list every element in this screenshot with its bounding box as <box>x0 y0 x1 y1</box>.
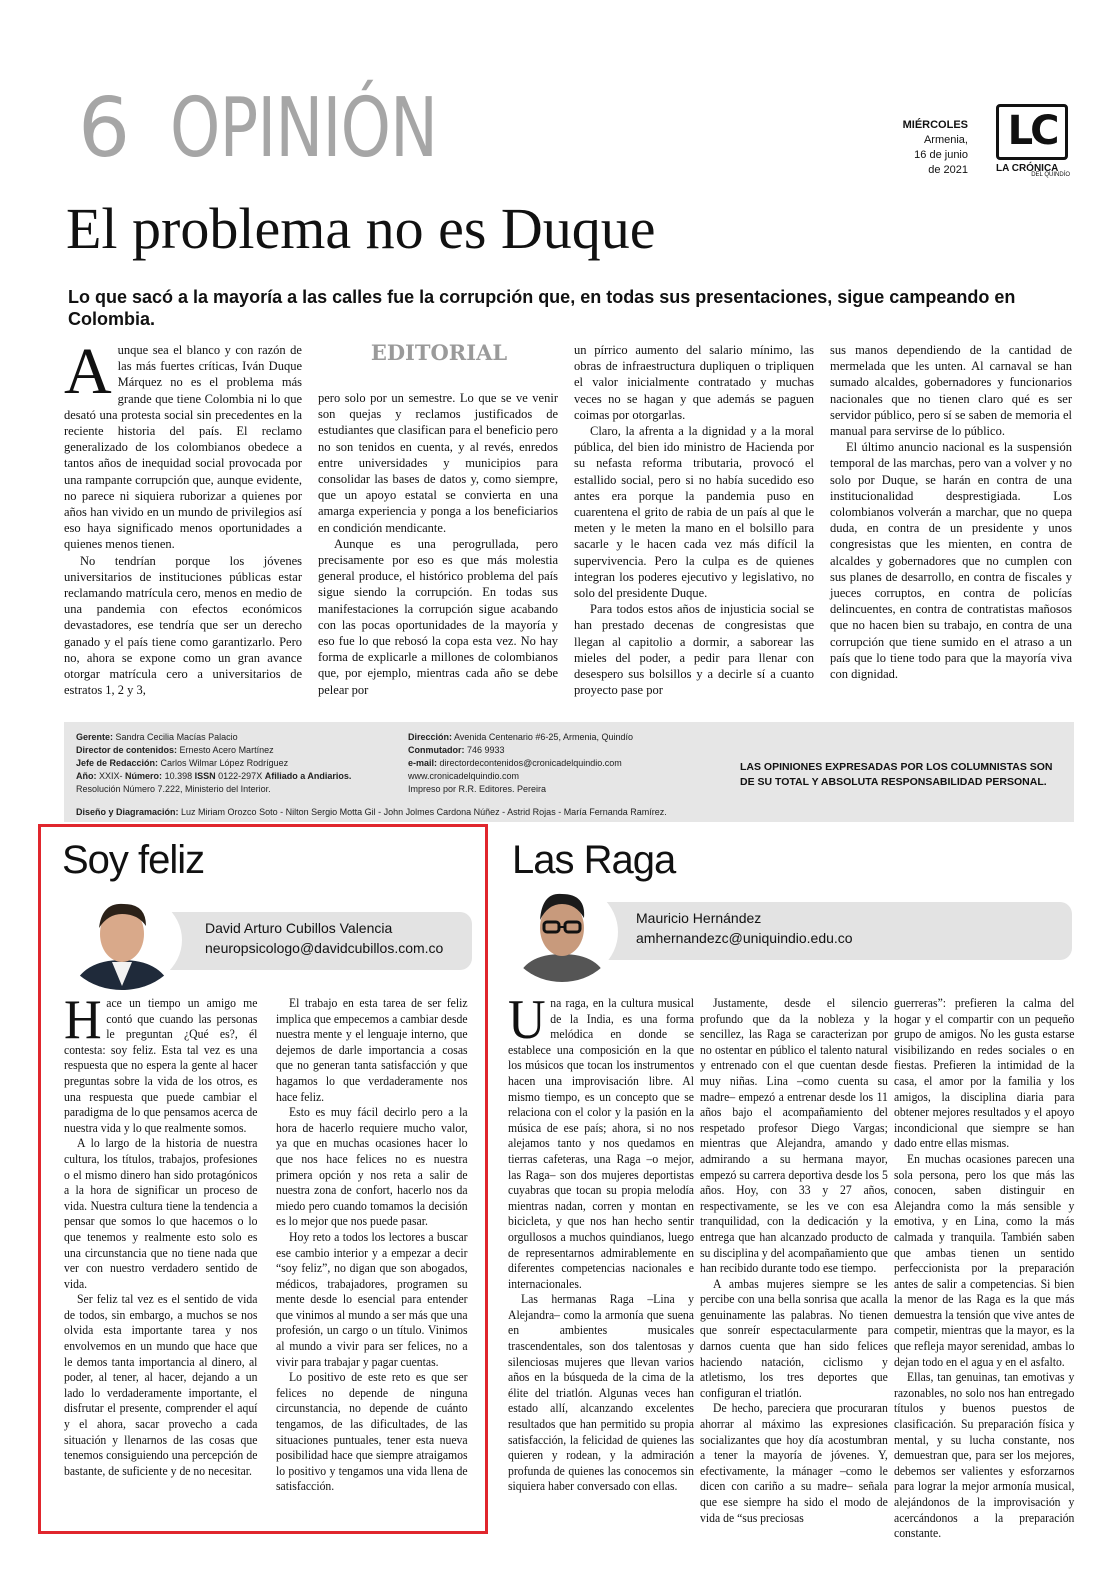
column-paragraph: De hecho, pareciera que procuraran ahorrar al máximo las expresiones socializantes que hoy día acostumbran a tener la mayoría de jóvenes. Y, efectivamente, la mánager –como le dicen con cariño a su madre– señala que ese siempre ha sido el modo de vida de “sus preciosas <box>700 1401 888 1525</box>
editorial-paragraph: unque sea el blanco y con razón de las más fuertes críticas, Iván Duque Márquez no es el problema más grande que tiene Colombia ni lo que desató una protesta social sin precedentes en la reciente historia del país. El reclamo generalizado de los colombianos obedece a tantos años de inequidad social provocada por una rampante corrupción que, aunque evidente, no parece ni siquiera ruborizar a quienes por años han vivido en un mundo de privilegios así eso haya significado menos oportunidades a quienes menos tienen. <box>64 343 302 552</box>
editorial-paragraph: El último anuncio nacional es la suspensión temporal de las marchas, pero van a volver y no solo por Duque, se harán en contra de una institucionalidad desprestigiada. Los colombianos volverán a marchar, que no quepa duda, en contra de un presidente y unos congresistas que les mienten, en contra de alcaldes y gobernadores que no cumplen con sus planes de desarrollo, en contra de fiscales y jueces corruptos, en contra de policías delincuentes, en contra de contratistas mañosos que no hacen bien su trabajo, en contra de una corrupción que tiene sumido en el atraso a un país que lo tiene todo para que la mayoría viva con dignidad. <box>830 440 1072 682</box>
editorial-paragraph: No tendrían porque los jóvenes universitarios de instituciones públicas estar reclamando matrícula cero, menos en medio de una pandemia con efectos económicos devastadores, ese tendría que ser un derecho ganado y el país tiene como garantizarlo. Pero no, ahora se expone como un gran avance otorgar matrícula cero a universitarios de estratos 1, 2 y 3, <box>64 553 302 698</box>
author-photo-image <box>62 890 182 990</box>
credits-design <box>76 806 776 819</box>
author-name: Mauricio Hernández <box>636 910 762 926</box>
column-text-2 <box>700 996 888 1526</box>
credits-label: Conmutador: <box>408 745 465 755</box>
credits-label: Jefe de Redacción: <box>76 758 159 768</box>
column-paragraph: guerreras”: prefieren la calma del hogar y el compartir con un pequeño grupo de amigos. No les gusta estarse visibilizando en redes sociales o en fiestas. Prefieren la intimidad de la casa, el amor por la familia y los amigos, la disciplina diaria para obtener mejores resultados y el apoyo incondicional que siempre se han dado entre ellas mismas. <box>894 996 1075 1151</box>
credits-label: Dirección: <box>408 732 453 742</box>
logo-subtitle: DEL QUINDÍO <box>1031 172 1070 178</box>
credits-resolution: Resolución Número 7.222, Ministerio del Interior. <box>76 784 271 794</box>
credits-website[interactable]: www.cronicadelquindio.com <box>408 771 520 781</box>
editorial-column-2 <box>318 390 558 698</box>
editorial-column-3 <box>574 342 814 698</box>
section-name: OPINIÓN <box>170 81 438 176</box>
author-name: David Arturo Cubillos Valencia <box>205 920 393 936</box>
author-photo <box>62 890 182 990</box>
editorial-dropcap: A <box>64 335 112 408</box>
column-paragraph: Lo positivo de este reto es que ser felices no depende de ninguna circunstancia, no depende de cuánto tengamos, de las dificultades, de las situaciones puntuales, tener esta nueva posibilidad hace que siempre atraigamos lo positivo y tengamos una vida llena de satisfacción. <box>276 1370 468 1494</box>
column-text-1 <box>508 989 694 1495</box>
dateline-city: Armenia, <box>923 134 968 146</box>
credits-label: e-mail: <box>408 758 438 768</box>
editorial-paragraph: Aunque es una perogrullada, pero precisamente por eso es que más molestia general produce, el histórico problema del país sigue siendo la corrupción. En todas sus manifestaciones la corrupción sigue acabando con las pocas oportunidades de la mayoría y eso fue lo que rebosó la copa esta vez. No hay forma de explicarle a millones de colombianos que, por ejemplo, mientras cada año se debe pelear por <box>318 536 558 697</box>
column-paragraph: Ser feliz tal vez es el sentido de vida de todos, sin embargo, a muchos se nos olvida esta importante tarea y nos envolvemos en un mundo que hace que le demos tanta importancia al dinero, al poder, al tener, al hacer, dejando a un lado lo verdaderamente importante, el disfrutar el presente, comprender el aquí y el ahora, sacar provecho a cada situación y llenarnos de las cosas que tenemos consiguiendo una percepción de bastante, de suficiente y de no necesitar. <box>64 1292 258 1478</box>
column-paragraph: ace un tiempo un amigo me contó que cuando las personas le preguntan ¿Qué es?, él contesta: soy feliz. Esta tal vez es una respuesta que no espera la gente al hacer preguntas sobre la vida de los otros, es una respuesta que puede cambiar el paradigma de lo que pensamos acerca de nuestra vida y lo que realmente somos. <box>64 996 258 1135</box>
column-paragraph: Ellas, tan genuinas, tan emotivas y razonables, no solo nos han entregado títulos y buenos puestos de clasificación. Su preparación física y mental, y su lucha constante, nos demuestran que, para ser los mejores, debemos ser valientes y esforzarnos para lograr la mejor armonía musical, alejándonos de la improvisación y acercándonos a la preparación constante. <box>894 1370 1075 1541</box>
credits-value: Sandra Cecilia Macías Palacio <box>115 732 238 742</box>
author-email[interactable]: amhernandezc@uniquindio.edu.co <box>636 930 853 946</box>
credits-label: Gerente: <box>76 732 114 742</box>
column-paragraph: A ambas mujeres siempre se les percibe con una bella sonrisa que acalla genuinamente las palabras. No tienen que sonreír espectacularmente para darnos cuenta que han sido felices haciendo natación, ciclismo y atletismo, los tres deportes que configuran el triatlón. <box>700 1276 888 1400</box>
newspaper-logo <box>996 104 1070 186</box>
column-paragraph: El trabajo en esta tarea de ser feliz implica que empecemos a cambiar desde nuestra mente y el lenguaje interno, que dejemos de darle importancia a cosas que no generan tanta satisfacción y que hagamos lo que verdaderamente nos hace feliz. <box>276 996 468 1104</box>
credits-value: Luz Miriam Orozco Soto - Nilton Sergio Motta Gil - John Jolmes Cardona Núñez - Astrid Rojas - María Fernanda Ramírez. <box>181 807 667 817</box>
editorial-paragraph: pero solo por un semestre. Lo que se ve venir son quejas y reclamos justificados de estudiantes que clasifican para el beneficio pero no son tenidos en cuenta, y al revés, enredos entre universidades y municipios para consolidar las bases de datos y, como siempre, que un apoyo estatal se convierta en una amarga experiencia y ponga a los beneficiarios en condición mendicante. <box>318 391 558 535</box>
column-paragraph: En muchas ocasiones parecen una sola persona, pero los que más las conocen, saben distinguir en Alejandra como la más sensible y emotiva, y en Lina, como la más calmada y tranquila. También saben que ambas tienen un sentido perfeccionista por la preparación antes de salir a competencias. Si bien la menor de las Raga es la que más demuestra la tensión que vive antes de competir, mientras que la mayor, es la que refleja mayor serenidad, ambas lo dejan todo en el agua y en el asfalto. <box>894 1151 1075 1369</box>
column-title: Soy feliz <box>62 838 205 882</box>
dateline-date: 16 de junio <box>914 149 968 161</box>
author-photo <box>506 882 618 982</box>
column-paragraph: Justamente, desde el silencio profundo que da la nobleza y la sencillez, las Raga se caracterizan por no ostentar en público el talento natural y entrenado con el que cuentan desde muy niñas. Lina –como cuenta su madre– empezó a entrenar desde los 11 años bajo el acompañamiento del respetado profesor Diego Vargas; mientras que Alejandra, amando y admirando a su hermana mayor, empezó su carrera deportiva desde los 5 años. Hoy, con 33 y 27 años, respectivamente, se les ve con esa tranquilidad, con la dedicación y la entrega que han alcanzado producto de su disciplina y del acompañamiento que han recibido durante todo ese tiempo. <box>700 996 888 1276</box>
column-paragraph: A lo largo de la historia de nuestra cultura, los títulos, trabajos, profesiones o el mismo dinero han sido protagónicos a la hora de significar un proceso de vida. Nuestra cultura tiene la tendencia a pensar que somos lo que hacemos o lo que tenemos y realmente esto solo es una circunstancia que no tiene nada que ver con nuestro verdadero sentido de vida. <box>64 1136 258 1291</box>
credits-value: 746 9933 <box>467 745 505 755</box>
credits-contact <box>408 731 728 796</box>
column-paragraph: na raga, en la cultura musical de la India, es una forma melódica en donde se establece una composición en la que los músicos que tocan los instrumentos hacen una improvisación libre. Al mismo tiempo, es un concepto que se relaciona con el color y la pasión en la música de ese país; ahora, si no nos alejamos tanto y nos quedamos en tierras cafeteras, una Raga –o mejor, las Raga– son dos mujeres deportistas cuyabras que tocan su propia melodía mientras nadan, corren y montan en bicicleta, y que nos han hecho sentir orgullosos a muchos quindianos, luego de representarnos admirablemente en diferentes competencias nacionales e internacionales. <box>508 996 694 1291</box>
column-text-2 <box>276 996 468 1495</box>
credits-value: Carlos Wilmar López Rodríguez <box>160 758 289 768</box>
credits-label: ISSN <box>194 771 216 781</box>
credits-label: Año: <box>76 771 97 781</box>
column-dropcap: H <box>64 989 102 1051</box>
credits-value: Ernesto Acero Martínez <box>179 745 274 755</box>
dateline-weekday: MIÉRCOLES <box>902 119 968 131</box>
editorial-column-1 <box>64 335 302 698</box>
author-photo-image <box>506 882 618 982</box>
editorial-paragraph: Claro, la afrenta a la dignidad y a la moral pública, del bien ido ministro de Hacienda por su nefasta reforma tributaria, provocó el estallido social, pero si no había sucedido eso antes era porque la pandemia puso en cuarentena el grito de rabia de un país al que le meten y le meten la mano en el bolsillo para sacarle y le hacen cada vez más difícil la supervivencia. Pero la culpa es de quienes integran los poderes ejecutivo y legislativo, no solo del presidente Duque. <box>574 424 814 601</box>
opinion-disclaimer: LAS OPINIONES EXPRESADAS POR LOS COLUMNISTAS SON DE SU TOTAL Y ABSOLUTA RESPONSABILIDAD PERSONAL. <box>740 761 1053 788</box>
credits-label: Diseño y Diagramación: <box>76 807 179 817</box>
column-paragraph: Hoy reto a todos los lectores a buscar ese cambio interior y a empezar a decir “soy feliz”, no digan que son abogados, médicos, trabajadores, programen su mente desde lo esencial para entender que vinimos al mundo a ser más que una profesión, un cargo o un título. Vinimos al mundo a vivir para ser felices, no a vivir para trabajar y pagar cuentas. <box>276 1229 468 1369</box>
credits-value: Avenida Centenario #6-25, Armenia, Quindío <box>454 732 633 742</box>
section-number: 6 <box>78 81 129 176</box>
column-paragraph: Esto es muy fácil decirlo pero a la hora de hacerlo requiere mucho valor, ya que en muchas ocasiones hacer lo que nos hace felices no es nuestra primera opción y nos reta a salir de nuestra zona de confort, hacerlo nos da miedo pero cuando tomamos la decisión es lo mejor que nos puede pasar. <box>276 1105 468 1229</box>
column-dropcap: U <box>508 989 546 1051</box>
author-email[interactable]: neuropsicologo@davidcubillos.com.co <box>205 940 444 956</box>
credits-printer: Impreso por R.R. Editores. Pereira <box>408 784 547 794</box>
editorial-deck: Lo que sacó a la mayoría a las calles fue la corrupción que, en todas sus presentaciones, sigue campeando en Colombia. <box>68 287 1016 329</box>
credits-staff <box>76 731 396 796</box>
column-paragraph: Las hermanas Raga –Lina y Alejandra– como la armonía que suena en ambientes musicales trascendentales, son dos talentosas y silenciosas mujeres que llevan varios años en la búsqueda de la cima de la élite del triatlón. Algunas veces han estado allí, alcanzando excelentes resultados que han permitido su propia satisfacción, la felicidad de quienes las quieren y rodean, y la admiración profunda de quienes las conocemos sin siquiera haber conversado con ellas. <box>508 1292 694 1494</box>
dateline-year: de 2021 <box>928 164 968 176</box>
editorial-column-4 <box>830 342 1072 682</box>
dateline <box>848 118 968 178</box>
logo-letters: LC <box>996 104 1068 160</box>
editorial-paragraph: un pírrico aumento del salario mínimo, las obras de infraestructura dupliquen o tripliquen el valor inicialmente contratado y muchas veces no se hagan y que además se paguen coimas por otorgarlas. <box>574 343 814 422</box>
column-title: Las Raga <box>512 838 676 882</box>
credits-email[interactable]: directordecontenidos@cronicadelquindio.com <box>439 758 622 768</box>
credits-afiliado: Afiliado a Andiarios. <box>264 771 352 781</box>
editorial-label: EDITORIAL <box>370 340 508 365</box>
credits-value: XXIX- <box>99 771 123 781</box>
editorial-headline: El problema no es Duque <box>66 196 656 261</box>
credits-label: Director de contenidos: <box>76 745 178 755</box>
credits-value: 10.398 <box>164 771 193 781</box>
logo-name: LA CRÓNICA <box>996 163 1059 174</box>
column-text-3 <box>894 996 1074 1542</box>
credits-value: 0122-297X <box>218 771 263 781</box>
column-text-1 <box>64 989 258 1479</box>
editorial-paragraph: Para todos estos años de injusticia social se han prestado decenas de congresistas que llegan al capitolio a dormir, a saborear las mieles del poder, a pedir para llenar con desespero sus bolsillos y a decirle sí a cuanto proyecto pase por <box>574 602 814 698</box>
editorial-paragraph: sus manos dependiendo de la cantidad de mermelada que les unten. Al carnaval se han sumado alcaldes, gobernadores y funcionarios nacionales que no tienen claro qué es ser servidor público, pero sí se saben de memoria el manual para servirse de lo público. <box>830 343 1072 439</box>
credits-label: Número: <box>125 771 163 781</box>
